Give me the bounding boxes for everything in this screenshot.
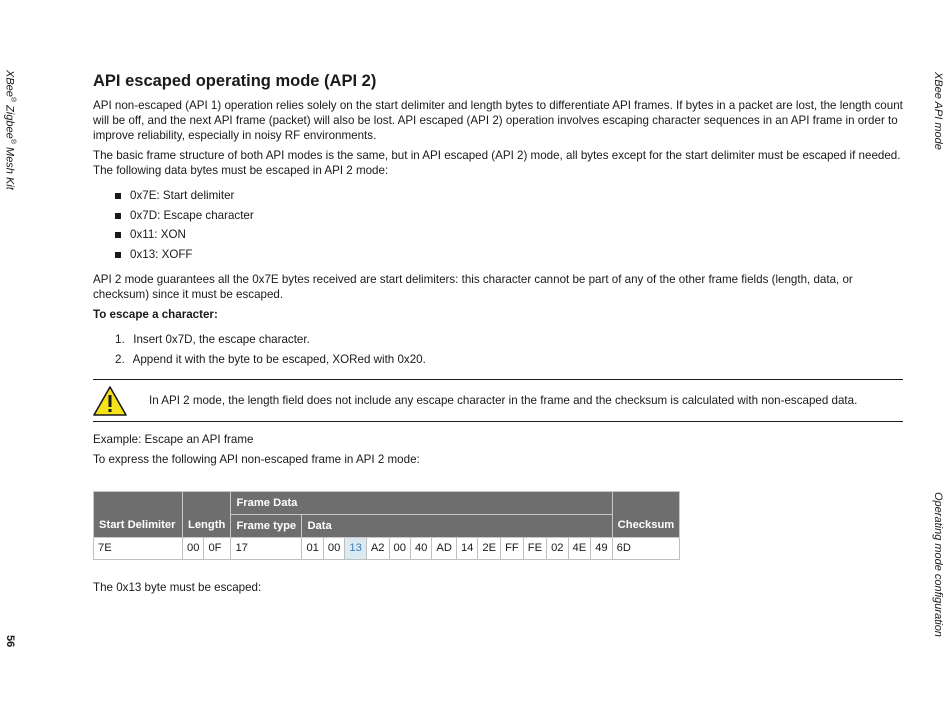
cell-length: 0F [204, 538, 231, 560]
cell-data: 4E [568, 538, 591, 560]
cell-data: FE [523, 538, 546, 560]
header-frame-data: Frame Data [231, 492, 612, 515]
cell-data: 40 [410, 538, 431, 560]
subsection-label: Operating mode configuration [932, 492, 944, 637]
intro-paragraph: API non-escaped (API 1) operation relies solely on the start delimiter and length bytes to differentiate API frames. If bytes in a packet are lost, the length count will be off, and the next API frame (packet) will also be lost. API escaped (API 2) operation involves escaping character sequences in an API frame in order to improve reliability, especially in noisy RF environments. [93, 99, 903, 142]
table-row [94, 538, 680, 560]
cell-checksum: 6D [612, 538, 680, 560]
header-data: Data [302, 515, 612, 538]
note-box [93, 379, 903, 422]
cell-length: 00 [183, 538, 204, 560]
cell-data-highlighted: 13 [345, 538, 366, 560]
list-item: 0x13: XOFF [115, 245, 903, 265]
header-checksum: Checksum [612, 492, 680, 538]
note-text: In API 2 mode, the length field does not include any escape character in the frame and the checksum is calculated with non-escaped data. [149, 394, 858, 407]
header-start-delimiter: Start Delimiter [94, 492, 183, 538]
list-item: 0x7E: Start delimiter [115, 186, 903, 206]
step-item: 1. Insert 0x7D, the escape character. [115, 333, 310, 346]
main-content [93, 70, 903, 600]
steps-list [93, 330, 903, 369]
structure-paragraph: The basic frame structure of both API modes is the same, but in API escaped (API 2) mode, all bytes except for the start delimiter must be escaped if needed. The following data bytes must be escaped in API 2 mode: [93, 149, 901, 177]
cell-data: AD [432, 538, 457, 560]
list-item: 0x11: XON [115, 225, 903, 245]
step-item: 2. Append it with the byte to be escaped, XORed with 0x20. [115, 352, 426, 366]
example-intro: To express the following API non-escaped frame in API 2 mode: [93, 453, 420, 466]
page-title: API escaped operating mode (API 2) [93, 72, 377, 90]
cell-start-delimiter: 7E [94, 538, 183, 560]
guarantee-paragraph: API 2 mode guarantees all the 0x7E bytes received are start delimiters: this character cannot be part of any of the other frame fields (length, data, or checksum) since it must be escaped. [93, 273, 853, 301]
cell-data: 01 [302, 538, 323, 560]
page-number: 56 [4, 635, 16, 648]
cell-data: 2E [478, 538, 501, 560]
cell-data: 00 [323, 538, 344, 560]
cell-data: 14 [456, 538, 477, 560]
header-frame-type: Frame type [231, 515, 302, 538]
warning-icon [93, 386, 127, 416]
document-title: XBee® Zigbee® Mesh Kit [3, 70, 16, 190]
section-label: XBee API mode [932, 72, 944, 150]
header-length: Length [183, 492, 231, 538]
cell-data: FF [501, 538, 524, 560]
procedure-title: To escape a character: [93, 308, 218, 321]
cell-frame-type: 17 [231, 538, 302, 560]
left-sidebar [3, 70, 36, 670]
cell-data: 02 [547, 538, 568, 560]
cell-data: A2 [366, 538, 389, 560]
escape-bytes-list [93, 186, 903, 264]
api-frame-table [93, 491, 680, 560]
example-title: Example: Escape an API frame [93, 433, 254, 446]
cell-data: 00 [389, 538, 410, 560]
escape-note: The 0x13 byte must be escaped: [93, 581, 262, 594]
list-item: 0x7D: Escape character [115, 206, 903, 226]
cell-data: 49 [591, 538, 612, 560]
